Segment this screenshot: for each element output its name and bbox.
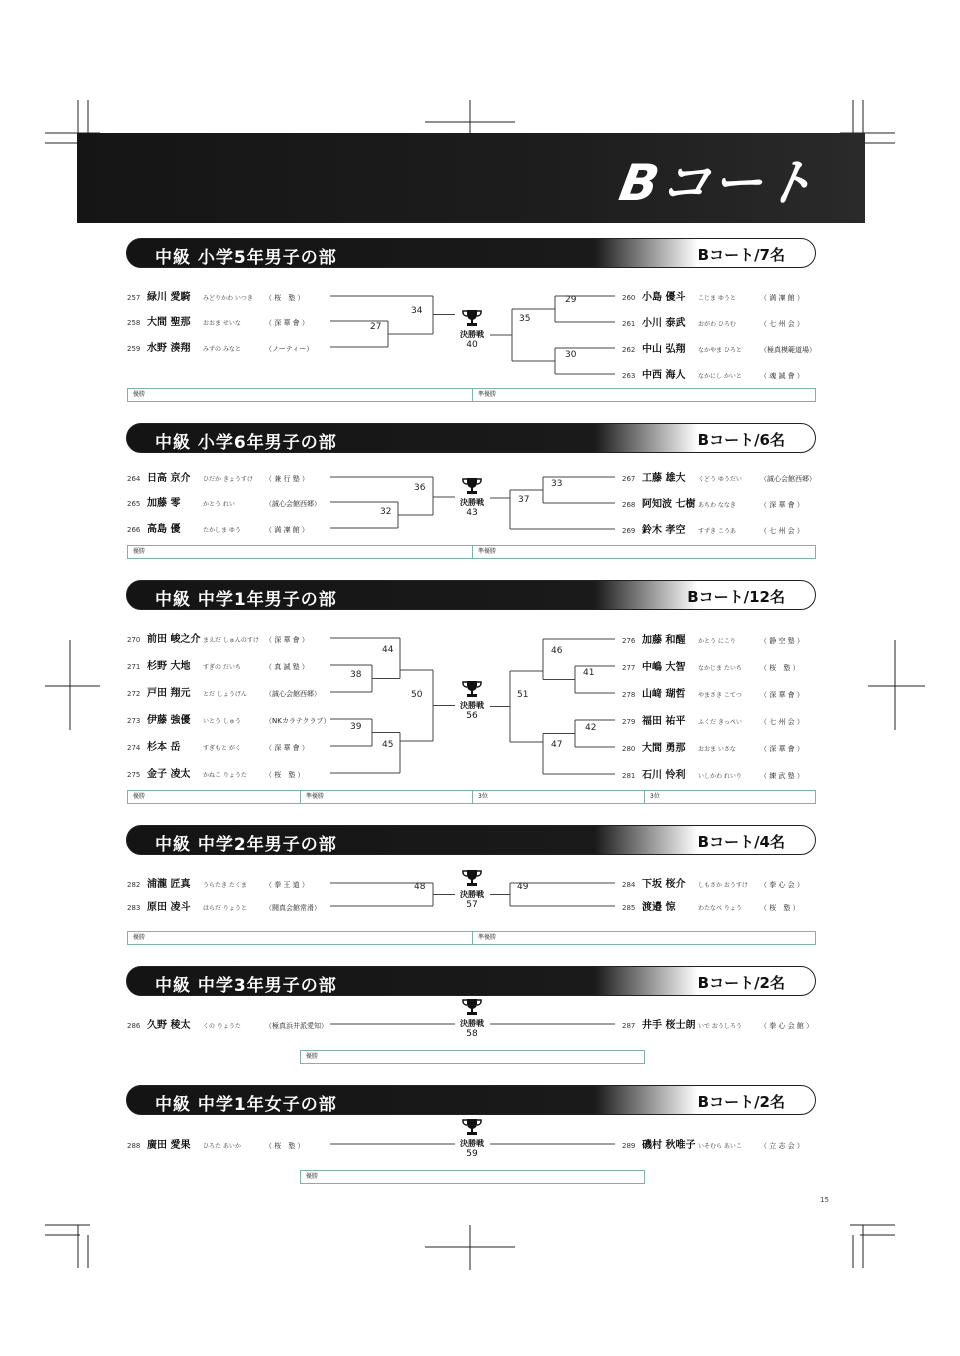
competitor-dojo: （闘真会館常滑） <box>265 904 321 912</box>
competitor-name: 杉野 大地 <box>147 661 191 672</box>
competitor-number: 269 <box>622 527 636 535</box>
court-title: Bコート <box>615 154 822 212</box>
competitor-number: 273 <box>127 717 141 725</box>
competitor-name: 緑川 愛騎 <box>147 292 191 303</box>
result-cell: 3位 <box>650 793 660 800</box>
competitor-dojo: （ 深 華 會 ） <box>265 636 309 644</box>
competitor-name: 磯村 秋唯子 <box>642 1140 696 1151</box>
competitor-kana: ひろた あいか <box>203 1143 241 1150</box>
competitor-name: 下坂 桜介 <box>642 879 686 890</box>
competitor-name: 加藤 零 <box>147 498 181 509</box>
competitor-number: 259 <box>127 345 141 353</box>
competitor-dojo: （ 桜 塾 ） <box>265 294 305 302</box>
result-cell: 優勝 <box>306 1053 319 1060</box>
competitor-kana: みずの みなと <box>203 346 241 353</box>
competitor-number: 270 <box>127 636 141 644</box>
match-number: 27 <box>370 322 382 332</box>
competitor-dojo: （ノーティー） <box>265 345 314 353</box>
competitor-number: 289 <box>622 1142 636 1150</box>
competitor-kana: わたなべ りょう <box>698 905 742 912</box>
match-number: 39 <box>350 722 362 732</box>
section-court-count: Bコート/7名 <box>697 246 785 264</box>
competitor-dojo: （ 拳 王 道 ） <box>265 881 309 889</box>
competitor-number: 288 <box>127 1142 141 1150</box>
competitor-name: 伊藤 強優 <box>147 715 191 726</box>
competitor-kana: すぎの だいち <box>203 664 241 671</box>
competitor-number: 275 <box>127 771 141 779</box>
competitor-kana: かとう にこり <box>698 638 736 645</box>
competitor-number: 272 <box>127 690 141 698</box>
competitor-number: 285 <box>622 904 636 912</box>
competitor-entry <box>127 1136 325 1152</box>
competitor-dojo: （ 立 志 会 ） <box>760 1142 804 1150</box>
competitor-name: 福田 祐平 <box>642 716 686 727</box>
competitor-dojo: （ 七 州 会 ） <box>760 718 804 726</box>
match-number: 46 <box>551 646 563 656</box>
competitor-dojo: （ 静 空 塾 ） <box>760 637 804 645</box>
match-number: 50 <box>411 690 423 700</box>
result-cell: 準優勝 <box>478 548 497 555</box>
competitor-number: 257 <box>127 294 141 302</box>
result-cell: 優勝 <box>128 389 473 401</box>
competitor-dojo: （誠心会館西郷） <box>265 690 321 698</box>
competitor-kana: おがわ ひろむ <box>698 321 736 328</box>
competitor-kana: うらたき たくま <box>203 882 247 889</box>
competitor-kana: なかじま たいち <box>698 665 742 672</box>
competitor-kana: はらだ りょうと <box>203 905 247 912</box>
section-title: 中級 小学5年男子の部 <box>155 248 337 268</box>
match-number: 29 <box>565 295 577 305</box>
competitor-name: 加藤 和醒 <box>642 635 686 646</box>
competitor-number: 278 <box>622 691 636 699</box>
competitor-number: 271 <box>127 663 141 671</box>
competitor-name: 金子 凌太 <box>147 769 191 780</box>
competitor-dojo: （ 深 華 會 ） <box>760 691 804 699</box>
competitor-kana: あちわ ななき <box>698 502 736 509</box>
competitor-kana: なかにし かいと <box>698 373 742 380</box>
competitor-dojo: （ 深 華 會 ） <box>265 319 309 327</box>
page-number: 15 <box>820 1196 829 1204</box>
competitor-kana: こじま ゆうと <box>698 295 736 302</box>
final-match-number: 59 <box>466 1149 478 1159</box>
competitor-name: 中嶋 大智 <box>642 662 686 673</box>
competitor-dojo: （誠心会館西郷） <box>760 475 816 483</box>
competitor-name: 戸田 翔元 <box>147 688 191 699</box>
match-number: 42 <box>585 723 597 733</box>
section-court-count: Bコート/6名 <box>697 431 785 449</box>
competitor-name: 水野 湊翔 <box>147 343 191 354</box>
competitor-kana: くの りょうた <box>203 1023 241 1030</box>
competitor-dojo: （ 桜 塾 ） <box>760 664 800 672</box>
competitor-kana: かねこ りょうた <box>203 772 247 779</box>
competitor-number: 286 <box>127 1022 141 1030</box>
match-number: 37 <box>518 495 530 505</box>
match-number: 47 <box>551 740 563 750</box>
competitor-name: 杉本 岳 <box>147 742 181 753</box>
competitor-kana: たかしま ゆう <box>203 527 241 534</box>
section-title: 中級 中学1年女子の部 <box>155 1095 337 1115</box>
competitor-number: 276 <box>622 637 636 645</box>
competitor-number: 265 <box>127 500 141 508</box>
competitor-kana: くどう ゆうだい <box>698 476 742 483</box>
result-cell: 準優勝 <box>478 391 497 398</box>
match-number: 45 <box>382 740 394 750</box>
competitor-dojo: （ 七 州 会 ） <box>760 320 804 328</box>
result-cell: 準優勝 <box>301 791 473 803</box>
section-title: 中級 中学1年男子の部 <box>155 590 337 610</box>
section-court-count: Bコート/2名 <box>697 1093 785 1111</box>
competitor-kana: おおま せいな <box>203 320 241 327</box>
competitor-number: 267 <box>622 475 636 483</box>
competitor-dojo: （ 拳 心 会 ） <box>760 881 804 889</box>
result-cell: 3位 <box>473 791 645 803</box>
competitor-kana: まえだ しゅんのすけ <box>203 637 259 644</box>
competitor-name: 石川 怜利 <box>642 770 686 781</box>
competitor-number: 260 <box>622 294 636 302</box>
competitor-dojo: （ 桜 塾 ） <box>265 771 305 779</box>
match-number: 33 <box>551 479 563 489</box>
trophy-icon <box>452 1118 492 1136</box>
competitor-dojo: （ 深 華 會 ） <box>760 745 804 753</box>
competitor-name: 小島 優斗 <box>642 292 686 303</box>
competitor-name: 大間 聖那 <box>147 317 191 328</box>
competitor-dojo: （ 深 華 會 ） <box>760 501 804 509</box>
competitor-name: 渡邉 惊 <box>642 902 676 913</box>
competitor-dojo: （ 七 州 会 ） <box>760 527 804 535</box>
competitor-dojo: （ 深 華 會 ） <box>265 744 309 752</box>
competitor-kana: しもさか おうすけ <box>698 882 748 889</box>
section-title: 中級 小学6年男子の部 <box>155 433 337 453</box>
competitor-name: 阿知波 七樹 <box>642 499 696 510</box>
competitor-number: 277 <box>622 664 636 672</box>
competitor-number: 261 <box>622 320 636 328</box>
final-match-number: 57 <box>466 899 478 910</box>
final-match <box>452 1118 492 1159</box>
result-cell: 準優勝 <box>478 934 497 941</box>
competitor-kana: すずき こうあ <box>698 528 736 535</box>
competitor-name: 久野 稜太 <box>147 1020 191 1031</box>
final-match-number: 43 <box>466 508 478 518</box>
competitor-dojo: （誠心会館西郷） <box>265 500 321 508</box>
match-number: 44 <box>382 645 394 655</box>
final-label: 決勝戦 <box>460 701 484 710</box>
competitor-number: 282 <box>127 881 141 889</box>
competitor-dojo: （ 満 凜 館 ） <box>760 294 804 302</box>
competitor-name: 山﨑 瑚哲 <box>642 689 686 700</box>
match-number: 30 <box>565 350 577 360</box>
result-cell: 優勝 <box>128 932 473 944</box>
competitor-name: 日高 京介 <box>147 473 191 484</box>
competitor-name: 鈴木 孝空 <box>642 525 686 536</box>
competitor-kana: いしかわ れいり <box>698 773 742 780</box>
competitor-dojo: （ 練 武 塾 ） <box>760 772 804 780</box>
match-number: 51 <box>517 690 529 700</box>
result-cell: 優勝 <box>128 791 301 803</box>
section-court-count: Bコート/12名 <box>687 588 785 606</box>
final-match-number: 58 <box>466 1029 478 1039</box>
competitor-kana: いそむら あいこ <box>698 1143 742 1150</box>
competitor-dojo: （ 満 凜 館 ） <box>265 526 309 534</box>
competitor-kana: とだ しょうげん <box>203 691 247 698</box>
competitor-kana: すぎもと がく <box>203 745 241 752</box>
competitor-kana: ひだか きょうすけ <box>203 476 253 483</box>
competitor-name: 浦瀧 匠真 <box>147 879 191 890</box>
match-number: 41 <box>583 668 595 678</box>
competitor-number: 258 <box>127 319 141 327</box>
competitor-dojo: （ 桜 塾 ） <box>265 1142 305 1150</box>
competitor-name: 小川 泰武 <box>642 318 686 329</box>
competitor-dojo: （ 兼 行 塾 ） <box>265 475 309 483</box>
competitor-entry <box>622 1136 820 1152</box>
match-number: 36 <box>414 483 426 493</box>
competitor-number: 280 <box>622 745 636 753</box>
competitor-kana: みどりかわ いつき <box>203 295 253 302</box>
competitor-number: 268 <box>622 501 636 509</box>
competitor-kana: いで おうしろう <box>698 1023 742 1030</box>
competitor-kana: なかやま ひろと <box>698 347 742 354</box>
final-label: 決勝戦 <box>460 498 484 507</box>
competitor-name: 中西 海人 <box>642 370 686 381</box>
competitor-kana: ふくだ きっぺい <box>698 719 742 726</box>
competitor-dojo: （NKカラテクラブ） <box>265 717 331 725</box>
competitor-number: 266 <box>127 526 141 534</box>
competitor-dojo: （ 拳 心 会 館 ） <box>760 1022 814 1030</box>
final-label: 決勝戦 <box>460 330 484 339</box>
final-label: 決勝戦 <box>460 1139 484 1148</box>
competitor-number: 287 <box>622 1022 636 1030</box>
competitor-name: 高島 優 <box>147 524 181 535</box>
competitor-dojo: （ 桜 塾 ） <box>760 904 800 912</box>
competitor-number: 274 <box>127 744 141 752</box>
final-label: 決勝戦 <box>460 889 484 899</box>
competitor-dojo: （極真模範道場） <box>760 346 816 354</box>
competitor-number: 262 <box>622 346 636 354</box>
competitor-name: 井手 桜士朗 <box>642 1020 696 1031</box>
competitor-kana: いとう しゅう <box>203 718 241 725</box>
competitor-name: 工藤 雄大 <box>642 473 686 484</box>
competitor-dojo: （ 魂 誠 會 ） <box>760 372 804 380</box>
match-number: 49 <box>517 882 529 892</box>
result-cell: 優勝 <box>128 546 473 558</box>
competitor-number: 264 <box>127 475 141 483</box>
section-title: 中級 中学2年男子の部 <box>155 835 337 855</box>
competitor-dojo: （ 真 誠 塾 ） <box>265 663 309 671</box>
match-number: 35 <box>519 314 531 324</box>
competitor-name: 中山 弘翔 <box>642 344 686 355</box>
result-cell: 優勝 <box>306 1173 319 1180</box>
competitor-name: 大間 勇那 <box>642 743 686 754</box>
section-court-count: Bコート/2名 <box>697 974 785 992</box>
competitor-kana: かとう れい <box>203 501 235 508</box>
competitor-kana: おおま いさな <box>698 746 736 753</box>
results-box <box>300 1170 645 1184</box>
section-court-count: Bコート/4名 <box>697 833 785 851</box>
competitor-name: 原田 凌斗 <box>147 902 191 913</box>
competitor-name: 前田 峻之介 <box>147 634 201 645</box>
competitor-kana: やまさき こてつ <box>698 692 742 699</box>
match-number: 34 <box>411 306 423 316</box>
match-number: 38 <box>350 670 362 680</box>
competitor-number: 263 <box>622 372 636 380</box>
match-number: 32 <box>380 507 392 517</box>
competitor-number: 281 <box>622 772 636 780</box>
competitor-number: 284 <box>622 881 636 889</box>
final-match-number: 56 <box>466 711 478 721</box>
competitor-number: 283 <box>127 904 141 912</box>
section-title: 中級 中学3年男子の部 <box>155 976 337 996</box>
final-label: 決勝戦 <box>460 1019 484 1028</box>
competitor-dojo: （極真浜井派愛知） <box>265 1022 328 1030</box>
final-match-number: 40 <box>466 340 478 350</box>
competitor-number: 279 <box>622 718 636 726</box>
competitor-name: 廣田 愛果 <box>147 1140 191 1151</box>
match-number: 48 <box>414 882 426 892</box>
